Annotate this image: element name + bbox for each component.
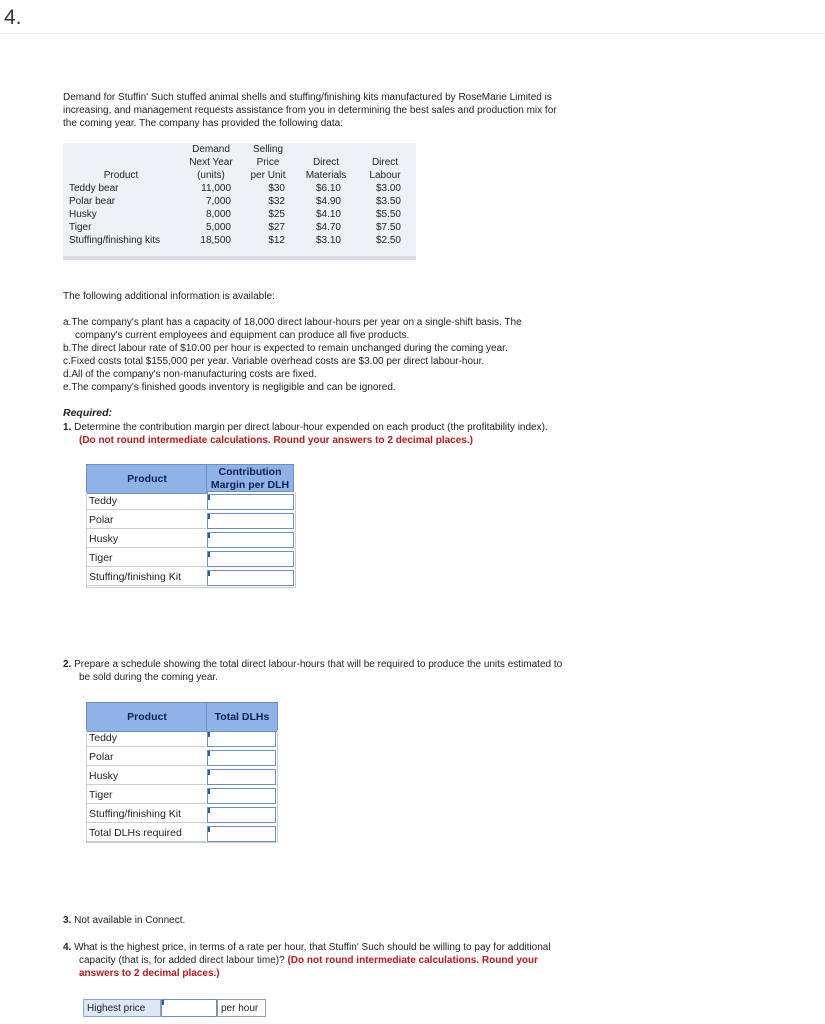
question-number: 4. — [4, 6, 22, 29]
highest-price-input[interactable] — [161, 999, 217, 1017]
data-table-cell-materials: $6.10 — [315, 183, 341, 194]
data-table-cell-labour: $2.50 — [375, 235, 401, 246]
row-label: Polar — [86, 512, 206, 529]
header-price: Selling Price per Unit — [250, 144, 286, 181]
data-table-cell-price: $30 — [268, 183, 285, 194]
data-table — [63, 143, 416, 260]
answer-input[interactable] — [207, 826, 276, 842]
answer-input[interactable] — [207, 570, 294, 586]
row-label: Tiger — [86, 787, 206, 804]
header-labour: Direct Labour — [369, 157, 401, 181]
q2-header-product: Product — [86, 702, 208, 732]
info-item: c.Fixed costs total $155,000 per year. Variable overhead costs are $3.00 per direct labour-hour. — [63, 356, 485, 367]
row-label: Polar — [86, 749, 206, 766]
data-table-cell-product: Stuffing/finishing kits — [69, 235, 160, 246]
q1-header-value: Contribution Margin per DLH — [206, 464, 294, 492]
row-label: Total DLHs required — [86, 825, 206, 842]
data-table-cell-demand: 5,000 — [205, 222, 231, 233]
data-table-cell-materials: $4.90 — [315, 196, 341, 207]
data-table-cell-product: Tiger — [69, 222, 92, 233]
data-table-cell-demand: 11,000 — [201, 183, 231, 194]
answer-input[interactable] — [207, 513, 294, 529]
data-table-cell-materials: $3.10 — [315, 235, 341, 246]
data-table-cell-price: $25 — [268, 209, 285, 220]
question-2: 2. Prepare a schedule showing the total direct labour-hours that will be required to produce the units estimated to be sold during the coming year. — [63, 659, 563, 683]
data-table-cell-materials: $4.10 — [315, 209, 341, 220]
answer-input[interactable] — [207, 532, 294, 548]
answer-input[interactable] — [207, 807, 276, 823]
answer-input[interactable] — [207, 769, 276, 785]
data-table-cell-labour: $3.50 — [375, 196, 401, 207]
q1-header-product: Product — [86, 464, 208, 494]
row-label: Husky — [86, 768, 206, 785]
data-table-cell-price: $32 — [268, 196, 285, 207]
question-4: 4. What is the highest price, in terms of a rate per hour, that Stuffin' Such should be willing to pay for additional capacity (that is, for added direct labour time)? (Do not round intermediate calculations. Round your answers to 2 decimal places.) — [63, 942, 551, 979]
required-label: Required: — [63, 407, 113, 419]
answer-input[interactable] — [207, 494, 294, 510]
row-label: Husky — [86, 531, 206, 548]
answer-input[interactable] — [207, 551, 294, 567]
header-product: Product — [103, 170, 139, 181]
data-table-cell-price: $12 — [268, 235, 285, 246]
row-label: Tiger — [86, 550, 206, 567]
data-table-cell-labour: $3.00 — [375, 183, 401, 194]
divider — [0, 33, 825, 34]
data-table-cell-demand: 7,000 — [205, 196, 231, 207]
data-table-cell-price: $27 — [268, 222, 285, 233]
info-item: a.The company's plant has a capacity of 18,000 direct labour-hours per year on a single-shift basis. The company's current employees and equipment can produce all five products. — [63, 317, 522, 341]
row-label: Stuffing/finishing Kit — [86, 569, 206, 586]
highest-price-label: Highest price — [83, 999, 161, 1017]
info-list — [63, 316, 563, 394]
row-label: Teddy — [86, 493, 206, 510]
row-label: Stuffing/finishing Kit — [86, 806, 206, 823]
question-3: 3. Not available in Connect. — [63, 915, 186, 926]
data-table-cell-labour: $7.50 — [375, 222, 401, 233]
data-table-cell-product: Teddy bear — [69, 183, 119, 194]
answer-input[interactable] — [207, 788, 276, 804]
info-intro: The following additional information is available: — [63, 291, 275, 302]
data-table-cell-product: Polar bear — [69, 196, 116, 207]
info-item: b.The direct labour rate of $10.00 per hour is expected to remain unchanged during the coming year. — [63, 343, 508, 354]
answer-input[interactable] — [207, 731, 276, 747]
header-demand: Demand Next Year (units) — [189, 144, 233, 181]
data-table-cell-materials: $4.70 — [315, 222, 341, 233]
info-item: e.The company's finished goods inventory is negligible and can be ignored. — [63, 382, 396, 393]
q2-header-value: Total DLHs — [206, 702, 278, 732]
question-1: 1. Determine the contribution margin per direct labour-hour expended on each product (the profitability index). (Do not round intermediate calculations. Round your answers to 2 decimal places.) — [63, 422, 548, 446]
data-table-cell-product: Husky — [69, 209, 97, 220]
data-table-cell-labour: $5.50 — [375, 209, 401, 220]
info-item: d.All of the company's non-manufacturing costs are fixed. — [63, 369, 317, 380]
data-table-cell-demand: 8,000 — [205, 209, 231, 220]
intro-paragraph: Demand for Stuffin' Such stuffed animal shells and stuffing/finishing kits manufactured by RoseMarie Limited is increasing, and management requests assistance from you in determining the best sales and production mix for the coming year. The company has provided the following data: — [63, 92, 557, 129]
header-materials: Direct Materials — [305, 157, 347, 181]
answer-input[interactable] — [207, 750, 276, 766]
per-hour-unit-label: per hour — [217, 999, 266, 1017]
data-table-cell-demand: 18,500 — [200, 235, 231, 246]
row-label: Teddy — [86, 730, 206, 747]
